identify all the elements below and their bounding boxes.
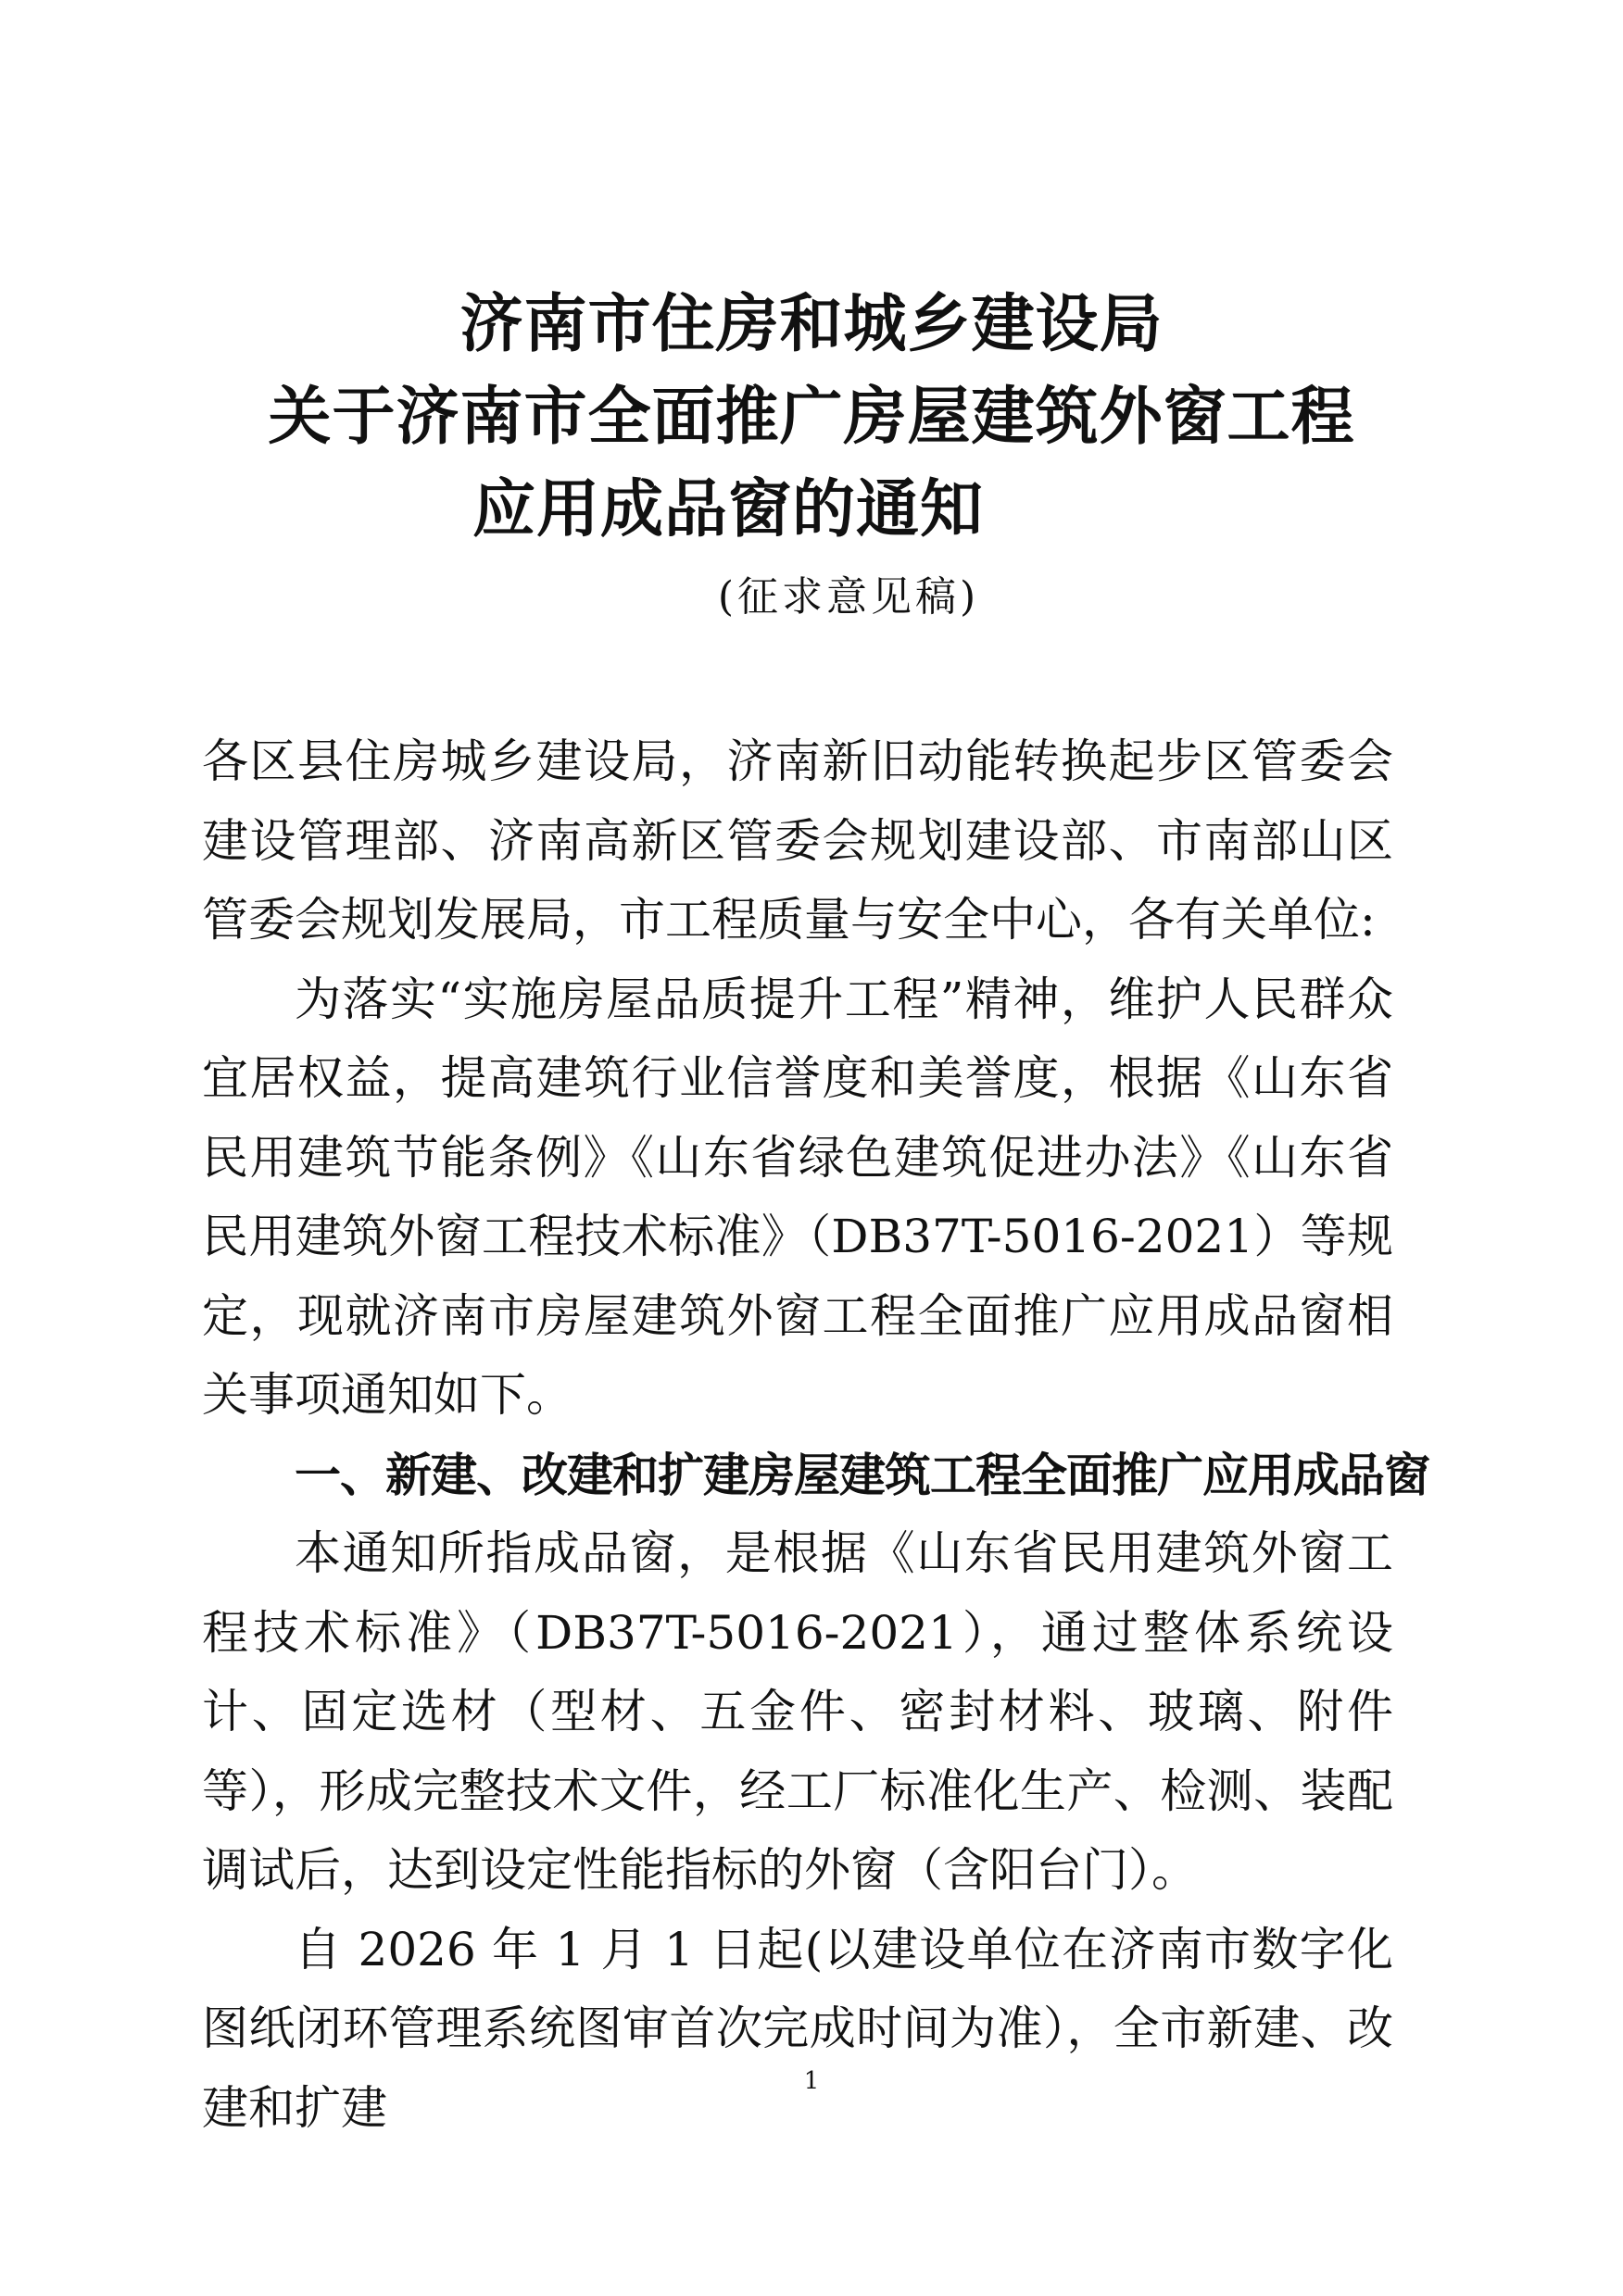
title-line-1: 济南市住房和城乡建设局 [459,287,1164,361]
document-body [202,722,1429,2148]
document-subtitle: (征求意见稿) [717,573,980,621]
title-line-3: 应用成品窗的通知 [472,472,984,546]
paragraph-effective-date: 自 2026 年 1 月 1 日起(以建设单位在济南市数字化图纸闭环管理系统图审首次完成时间为准），全市新建、改建和扩建 [202,1922,1393,2135]
document-title [0,278,1623,556]
paragraph-definition: 本通知所指成品窗，是根据《山东省民用建筑外窗工程技术标准》（DB37T-5016-2021），通过整体系统设计、固定选材（型材、五金件、密封材料、玻璃、附件等），形成完整技术文件，经工厂标准化生产、检测、装配调试后，达到设定性能指标的外窗（含阳台门）。 [202,1526,1393,1897]
page-number: 1 [803,2067,820,2095]
paragraph-addressees: 各区县住房城乡建设局，济南新旧动能转换起步区管委会建设管理部、济南高新区管委会规划建设部、市南部山区管委会规划发展局，市工程质量与安全中心，各有关单位: [202,734,1393,947]
section-heading-1: 一、新建、改建和扩建房屋建筑工程全面推广应用成品窗 [295,1447,1429,1502]
paragraph-purpose: 为落实“实施房屋品质提升工程”精神，维护人民群众宜居权益，提高建筑行业信誉度和美誉度，根据《山东省民用建筑节能条例》《山东省绿色建筑促进办法》《山东省民用建筑外窗工程技术标准》（DB37T-5016-2021）等规定，现就济南市房屋建筑外窗工程全面推广应用成品窗相关事项通知如下。 [202,972,1393,1422]
title-line-2: 关于济南市全面推广房屋建筑外窗工程 [268,380,1355,454]
